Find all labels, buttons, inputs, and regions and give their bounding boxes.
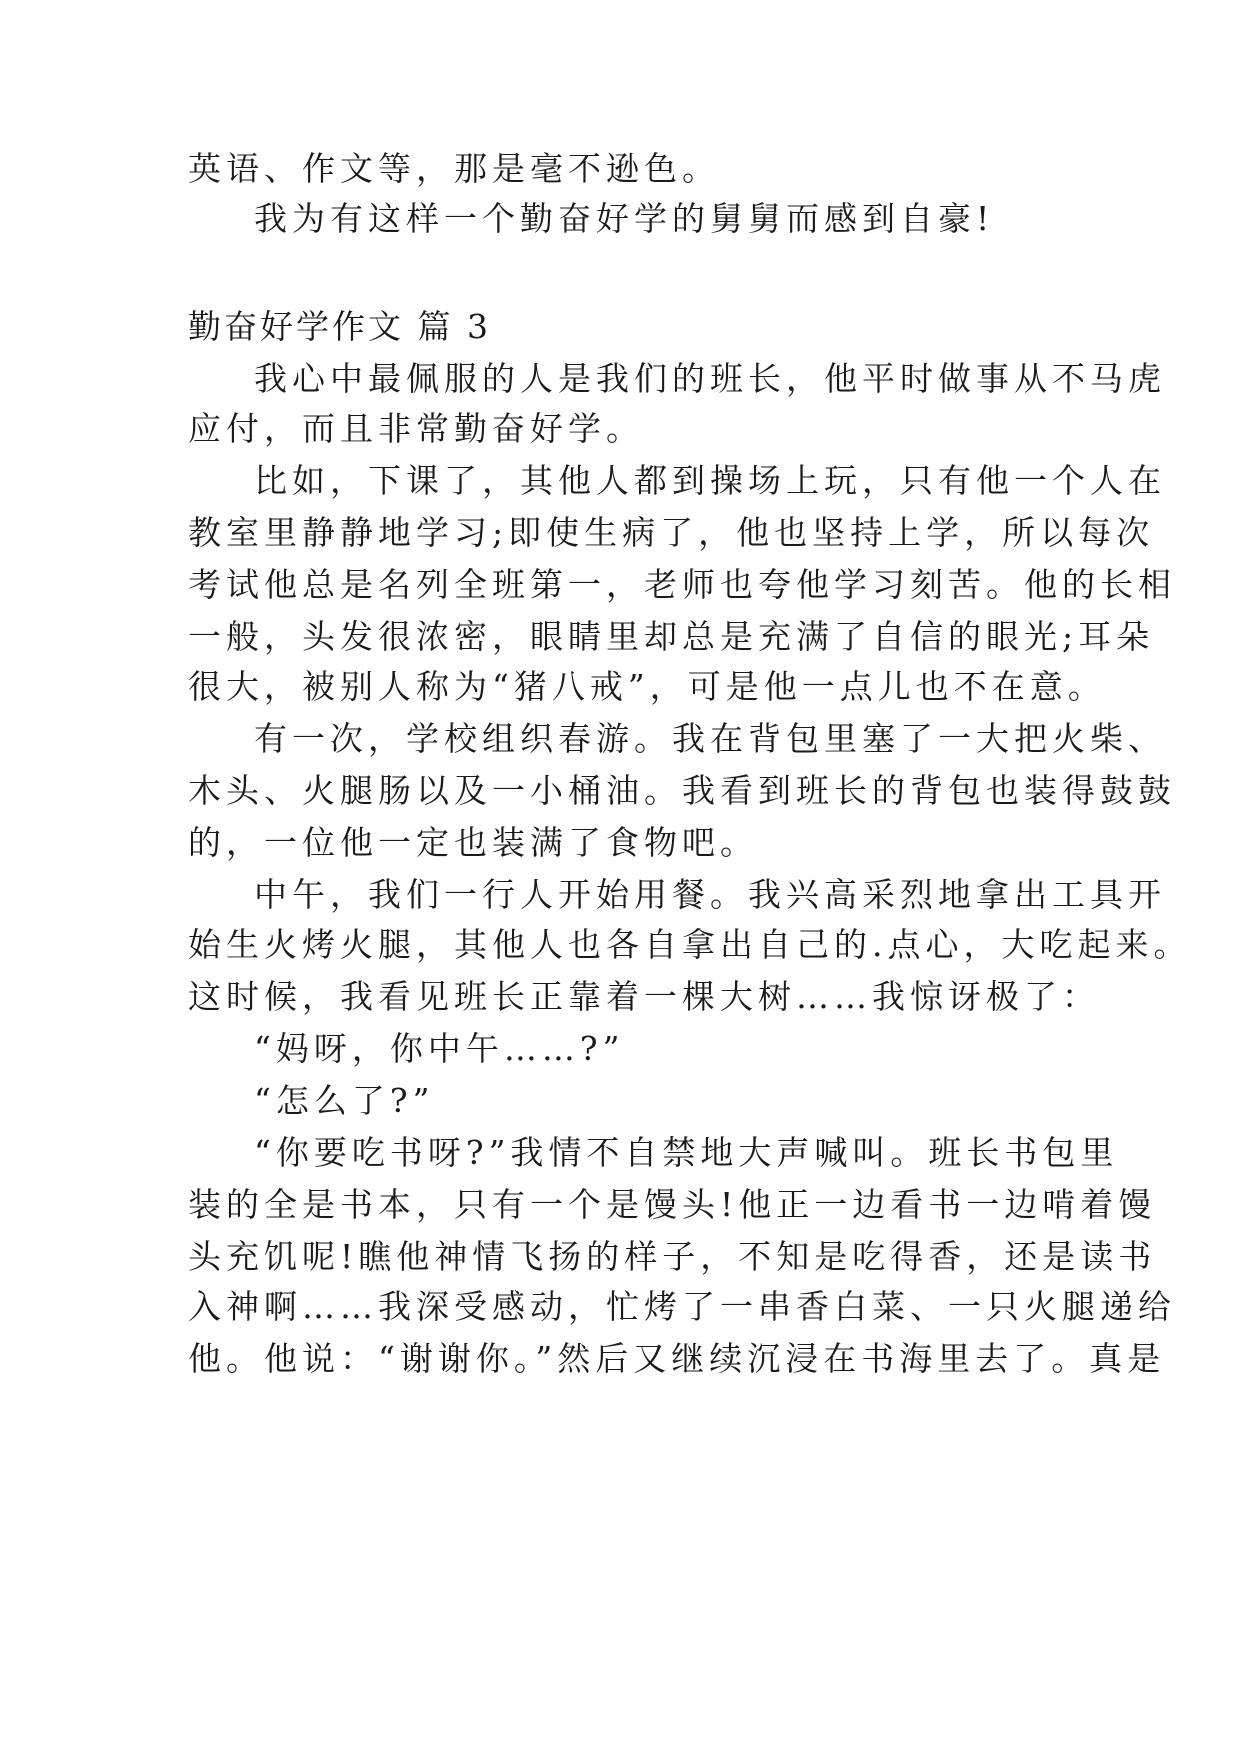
paragraph-line: “你要吃书呀?”我情不自禁地大声喊叫。班长书包里 [254, 1133, 1119, 1172]
paragraph-line: 装的全是书本，只有一个是馒头!他正一边看书一边啃着馒 [188, 1185, 1157, 1224]
paragraph-line: 很大，被别人称为“猪八戒”，可是他一点儿也不在意。 [188, 667, 1106, 706]
paragraph-line: 一般，头发很浓密，眼睛里却总是充满了自信的眼光;耳朵 [188, 617, 1155, 656]
paragraph-line: 始生火烤火腿，其他人也各自拿出自己的.点心，大吃起来。 [188, 925, 1192, 964]
dialogue-line: “怎么了?” [254, 1081, 435, 1120]
paragraph-line: 我心中最佩服的人是我们的班长，他平时做事从不马虎 [254, 359, 1166, 398]
paragraph-line: 他。他说：“谢谢你。”然后又继续沉浸在书海里去了。真是 [188, 1339, 1166, 1378]
paragraph-line: 英语、作文等，那是毫不逊色。 [188, 149, 720, 188]
paragraph-line: 考试他总是名列全班第一，老师也夸他学习刻苦。他的长相 [188, 565, 1176, 604]
paragraph-line: 应付，而且非常勤奋好学。 [188, 409, 644, 448]
paragraph-line: 的，一位他一定也装满了食物吧。 [188, 823, 758, 862]
paragraph-line: 比如，下课了，其他人都到操场上玩，只有他一个人在 [254, 461, 1166, 500]
paragraph-line: 有一次，学校组织春游。我在背包里塞了一大把火柴、 [254, 719, 1166, 758]
paragraph-line: 中午，我们一行人开始用餐。我兴高采烈地拿出工具开 [254, 875, 1166, 914]
paragraph-line: 这时候，我看见班长正靠着一棵大树……我惊讶极了： [188, 977, 1100, 1016]
paragraph-line: 木头、火腿肠以及一小桶油。我看到班长的背包也装得鼓鼓 [188, 771, 1176, 810]
paragraph-line: 头充饥呢!瞧他神情飞扬的样子，不知是吃得香，还是读书 [188, 1237, 1157, 1276]
dialogue-line: “妈呀，你中午……?” [254, 1029, 625, 1068]
paragraph-line: 入神啊……我深受感动，忙烤了一串香白菜、一只火腿递给 [188, 1287, 1176, 1326]
section-heading: 勤奋好学作文 篇 3 [188, 307, 491, 346]
paragraph-line: 教室里静静地学习;即使生病了，他也坚持上学，所以每次 [188, 513, 1155, 552]
paragraph-line: 我为有这样一个勤奋好学的舅舅而感到自豪! [254, 199, 995, 238]
